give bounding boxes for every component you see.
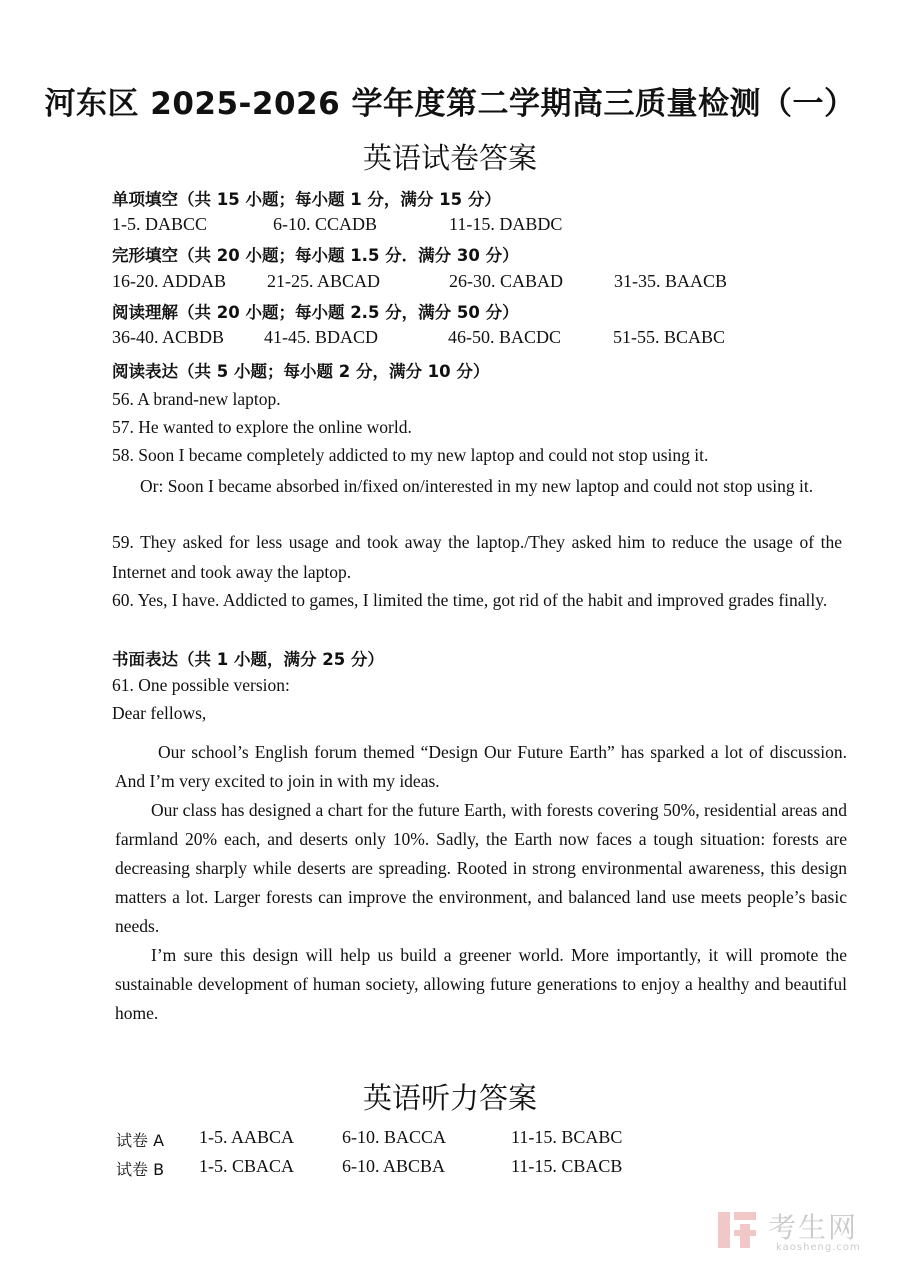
answer-58: 58. Soon I became completely addicted to my new laptop and could not stop using it. bbox=[112, 445, 709, 465]
watermark-brand: 考生网 bbox=[768, 1211, 859, 1244]
answer-group: 11-15. BCABC bbox=[511, 1127, 623, 1147]
answer-57: 57. He wanted to explore the online world. bbox=[112, 417, 412, 437]
answer-58-alternative: Or: Soon I became absorbed in/fixed on/interested in my new laptop and could not stop using it. bbox=[140, 476, 814, 496]
answer-group: 51-55. BCABC bbox=[613, 327, 726, 347]
answer-group: 36-40. ACBDB bbox=[112, 327, 225, 347]
answer-group: 1-5. CBACA bbox=[199, 1156, 295, 1176]
answer-59: 59. They asked for less usage and took away the laptop./They asked him to reduce the usage of the Internet and took away the laptop. bbox=[112, 532, 842, 582]
answer-group: 6-10. CCADB bbox=[273, 214, 378, 234]
section-heading-reading: 阅读理解（共 20 小题；每小题 2.5 分，满分 50 分） bbox=[112, 303, 519, 322]
writing-paragraph-2: Our class has designed a chart for the future Earth, with forests covering 50%, residential areas and farmland 20% each, and deserts only 10%. Sadly, the Earth now faces a tough situation: forests are decreasing sharply while deserts are spreading. Rooted in strong environmental awareness, this design matters a lot. Larger forests can improve the environment, and balanced land use meets people’s basic needs. bbox=[115, 800, 847, 936]
answer-group: 1-5. AABCA bbox=[199, 1127, 295, 1147]
answer-group: 1-5. DABCC bbox=[112, 214, 208, 234]
page-subtitle: 英语试卷答案 bbox=[362, 141, 537, 175]
page-title: 河东区 2025-2026 学年度第二学期高三质量检测（一） bbox=[44, 86, 856, 122]
section-heading-cloze: 完形填空（共 20 小题；每小题 1.5 分．满分 30 分） bbox=[112, 246, 519, 265]
answer-group: 26-30. CABAD bbox=[449, 271, 564, 291]
writing-paragraph-3: I’m sure this design will help us build a greener world. More importantly, it will promote the sustainable development of human society, allowing future generations to enjoy a healthy and beautiful home. bbox=[115, 945, 847, 1023]
section-heading-single-choice: 单项填空（共 15 小题；每小题 1 分，满分 15 分） bbox=[112, 190, 501, 209]
section-heading-reading-expression: 阅读表达（共 5 小题；每小题 2 分，满分 10 分） bbox=[112, 362, 490, 381]
answer-group: 6-10. BACCA bbox=[342, 1127, 447, 1147]
watermark bbox=[716, 1202, 886, 1262]
answer-group: 46-50. BACDC bbox=[448, 327, 562, 347]
answer-60: 60. Yes, I have. Addicted to games, I limited the time, got rid of the habit and improved grades finally. bbox=[112, 590, 828, 610]
answer-group: 21-25. ABCAD bbox=[267, 271, 381, 291]
watermark-logo-icon bbox=[716, 1208, 760, 1252]
writing-intro: 61. One possible version: bbox=[112, 675, 290, 695]
section-heading-writing: 书面表达（共 1 小题，满分 25 分） bbox=[112, 650, 384, 669]
watermark-url: kaosheng.com bbox=[776, 1242, 861, 1253]
answer-group: 16-20. ADDAB bbox=[112, 271, 227, 291]
answer-group: 41-45. BDACD bbox=[264, 327, 379, 347]
answer-group: 11-15. CBACB bbox=[511, 1156, 623, 1176]
writing-paragraph-1: Our school’s English forum themed “Design Our Future Earth” has sparked a lot of discussion. And I’m very excited to join in with my ideas. bbox=[115, 742, 847, 791]
paper-label: 试卷 B bbox=[116, 1160, 165, 1179]
paper-label: 试卷 A bbox=[116, 1131, 165, 1150]
listening-title: 英语听力答案 bbox=[362, 1081, 537, 1115]
answer-group: 31-35. BAACB bbox=[614, 271, 728, 291]
answer-group: 6-10. ABCBA bbox=[342, 1156, 446, 1176]
writing-greeting: Dear fellows, bbox=[112, 703, 207, 723]
answer-group: 11-15. DABDC bbox=[449, 214, 563, 234]
answer-56: 56. A brand-new laptop. bbox=[112, 389, 281, 409]
